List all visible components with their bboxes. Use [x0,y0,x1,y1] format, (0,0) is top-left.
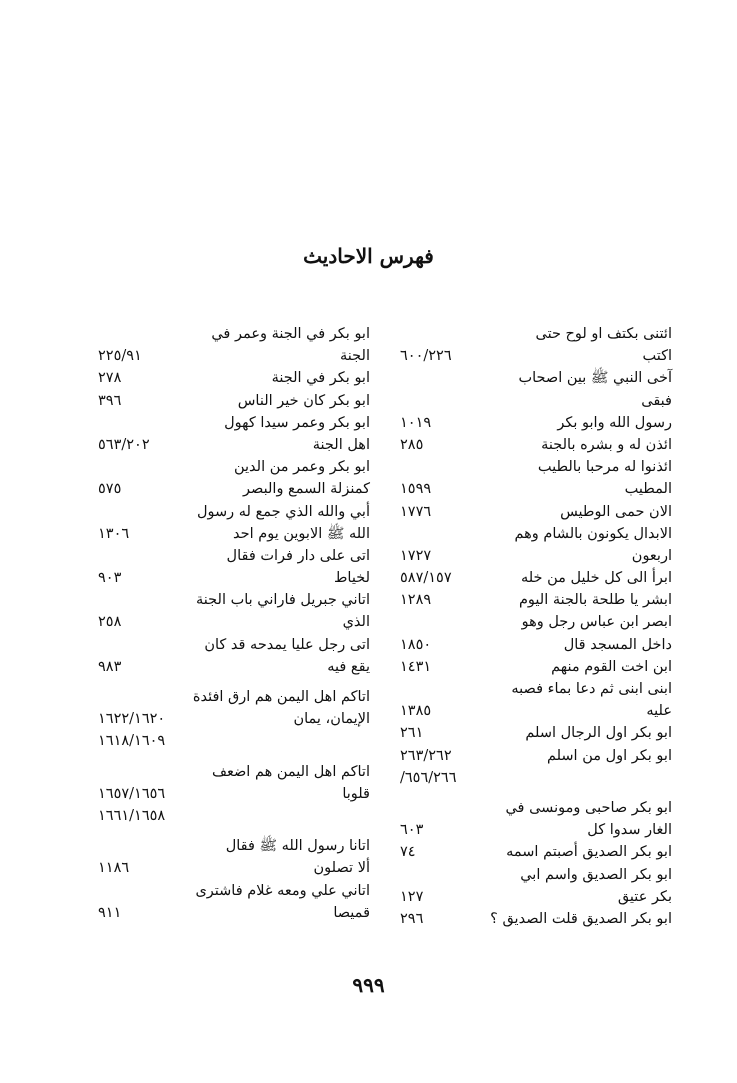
index-column-left [98,323,370,924]
entry-reference: ١٦٢٢/١٦٢٠ [98,711,166,728]
entry-text: ابنى ابنى ثم دعا بماء فصبه [511,681,672,697]
entry-reference: ٢٦١ [400,725,424,742]
index-entry [98,456,370,500]
entry-reference: ٩١١ [98,904,122,921]
index-entry [400,841,672,863]
entry-reference: ١٣٨٥ [400,703,432,720]
entry-text: ائذنوا له مرحبا بالطيب [537,459,672,476]
entry-text: أبي والله الذي جمع له رسول [196,503,370,520]
entry-reference: ١١٨٦ [98,860,130,877]
entry-text: اتى رجل عليا يمدحه قد كان [204,636,370,653]
entry-text-continued: الإيمان، يمان [293,711,370,728]
entry-text: ابو بكر اول الرجال اسلم [525,725,672,742]
entry-text: ابو بكر اول من اسلم [546,747,672,764]
entry-reference: ١٧٧٦ [400,503,432,520]
entry-text: ابو بكر كان خير الناس [237,392,370,409]
entry-text-continued: بكر عتيق [617,888,672,905]
entry-reference: ١٧٢٧ [400,547,432,564]
entry-text: اتاني جبريل فاراني باب الجنة [196,592,370,609]
entry-text: ابو بكر الصديق أصبتم اسمه [506,844,672,861]
entry-reference: ١٥٩٩ [400,481,432,498]
entry-text-continued: الله ﷺ الابوين يوم احد [233,525,370,542]
index-entry [400,434,672,456]
entry-reference: ١٤٣١ [400,658,432,675]
index-entry [98,835,370,879]
index-entry [98,390,370,412]
entry-reference-continued: ١٦٦١/١٦٥٨ [98,807,166,824]
entry-text: رسول الله وابو بكر [557,414,672,431]
entry-text: ابو بكر في الجنة وعمر في [211,326,370,342]
index-entry [400,611,672,655]
page-number: ٩٩٩ [352,973,385,997]
entry-text: آخى النبي ﷺ بين اصحاب [518,370,672,387]
index-column-right [400,323,672,930]
entry-reference: ١٣٠٦ [98,525,130,542]
entry-reference: ٥٧٥ [98,481,122,498]
index-entry [400,722,672,744]
entry-text-continued: الذي [342,614,370,631]
index-entry [400,367,672,411]
entry-reference: ٢٩٦ [400,910,424,927]
entry-text-continued: قلوبا [342,785,370,802]
entry-text: ابو بكر وعمر من الدين [233,459,370,476]
entry-text-continued: عليه [646,703,672,720]
entry-reference: ٢٨٥ [400,436,424,453]
entry-reference-continued: ١٦١٨/١٦٠٩ [98,733,166,750]
entry-text: اتى على دار فرات فقال [226,547,370,564]
index-entry [400,864,672,908]
index-entry [400,797,672,841]
entry-text: اتانا رسول الله ﷺ فقال [225,838,370,855]
entry-reference: ٥٦٣/٢٠٢ [98,436,150,453]
entry-text-continued: لخياط [334,570,370,587]
entry-text: اتاني علي ومعه غلام فاشترى [195,882,370,899]
entry-reference: ١٨٥٠ [400,636,432,653]
entry-reference: ٩٠٣ [98,570,122,587]
index-entry [400,656,672,678]
entry-text: ابو بكر وعمر سيدا كهول [224,414,370,431]
entry-reference: ١٢٧ [400,888,424,905]
index-entry [98,501,370,545]
entry-text-continued: اهل الجنة [312,436,370,453]
index-entry [98,761,370,828]
index-entry [98,323,370,367]
entry-text-continued: الغار سدوا كل [587,822,672,839]
entry-reference: ٢٢٥/٩١ [98,348,142,365]
entry-text: ائذن له و بشره بالجنة [541,436,672,453]
entry-text-continued: الجنة [340,348,370,365]
index-entry [98,367,370,389]
index-entry [400,678,672,722]
page-title: فهرس الاحاديث [303,244,434,268]
index-entry [98,545,370,589]
index-entry [400,523,672,567]
entry-text: الابدال يكونون بالشام وهم [514,525,672,542]
index-entry [98,412,370,456]
index-entry [98,589,370,633]
entry-text-continued: كمنزلة السمع والبصر [243,481,370,498]
entry-text: ابشر يا طلحة بالجنة اليوم [518,592,672,609]
entry-text-continued: فبقى [641,392,672,409]
index-entry [400,323,672,367]
entry-text: ابو بكر الصديق واسم ابي [520,866,672,883]
entry-text-continued: داخل المسجد قال [563,636,672,653]
index-entry [400,501,672,523]
entry-reference: ٢٧٨ [98,370,122,387]
entry-reference: ١٢٨٩ [400,592,432,609]
index-entry [98,634,370,678]
entry-text: ابن اخت القوم منهم [551,658,672,675]
index-entry [400,908,672,930]
entry-text: اتاكم اهل اليمن هم ارق افئدة [192,689,370,705]
entry-reference: ٦٠٠/٢٢٦ [400,348,452,365]
index-entry [98,686,370,753]
entry-reference: ٥٨٧/١٥٧ [400,570,452,587]
entry-text-continued: المطيب [624,481,672,498]
index-entry [400,589,672,611]
entry-text-continued: اربعون [631,547,672,564]
entry-reference: ٩٨٣ [98,658,122,675]
entry-text: ابو بكر في الجنة [271,370,370,387]
entry-text-continued: يقع فيه [327,658,370,675]
entry-text: ابو بكر صاحبى ومونسى في [505,799,672,816]
entry-reference: ٧٤ [400,844,416,861]
entry-text: ابو بكر الصديق قلت الصديق ؟ [490,910,672,927]
index-entry [400,456,672,500]
entry-text-continued: اكتب [642,348,672,365]
entry-reference-continued: /٦٥٦/٢٦٦ [400,769,457,786]
entry-reference: ١٦٥٧/١٦٥٦ [98,785,166,802]
entry-text: اتاكم اهل اليمن هم اضعف [211,763,370,780]
index-entry [400,745,672,789]
entry-reference: ٣٩٦ [98,392,122,409]
entry-text: ابصر ابن عباس رجل وهو [521,614,672,631]
entry-reference: ٢٦٣/٢٦٢ [400,747,452,764]
entry-reference: ٢٥٨ [98,614,122,631]
entry-text: الان حمى الوطيس [560,503,672,520]
entry-text: ابرأ الى كل خليل من خله [520,570,672,587]
index-entry [98,880,370,924]
entry-text-continued: قميصا [333,904,370,921]
entry-reference: ٦٠٣ [400,822,424,839]
entry-text-continued: ألا تصلون [313,860,370,877]
index-entry [400,567,672,589]
index-entry [400,412,672,434]
entry-reference: ١٠١٩ [400,414,432,431]
entry-text: ائتنى بكتف او لوح حتى [535,326,672,342]
